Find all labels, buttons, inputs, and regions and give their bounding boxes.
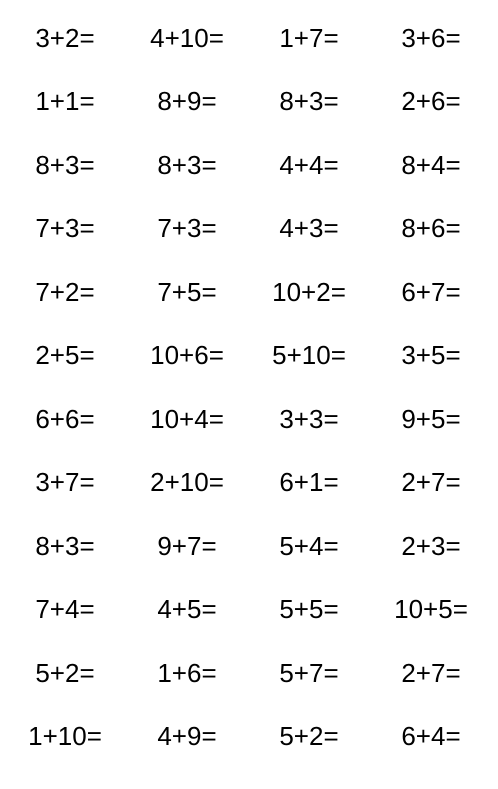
addition-problem: 10+6=	[150, 340, 224, 371]
problem-grid	[4, 6, 492, 768]
addition-problem: 1+7=	[279, 22, 339, 53]
addition-problem: 1+6=	[157, 657, 217, 688]
addition-problem: 2+5=	[35, 340, 95, 371]
addition-problem: 10+5=	[394, 594, 468, 625]
addition-problem: 2+3=	[401, 530, 461, 561]
addition-problem: 8+6=	[401, 213, 461, 244]
addition-problem: 3+6=	[401, 22, 461, 53]
addition-problem: 5+5=	[279, 594, 339, 625]
addition-problem: 8+3=	[35, 149, 95, 180]
addition-problem: 6+6=	[35, 403, 95, 434]
addition-problem: 3+5=	[401, 340, 461, 371]
addition-problem: 8+3=	[157, 149, 217, 180]
addition-problem: 8+3=	[279, 86, 339, 117]
addition-problem: 6+7=	[401, 276, 461, 307]
addition-problem: 5+7=	[279, 657, 339, 688]
addition-problem: 3+3=	[279, 403, 339, 434]
addition-problem: 4+4=	[279, 149, 339, 180]
addition-problem: 5+10=	[272, 340, 346, 371]
addition-problem: 7+4=	[35, 594, 95, 625]
addition-problem: 2+10=	[150, 467, 224, 498]
addition-problem: 2+6=	[401, 86, 461, 117]
addition-problem: 5+2=	[279, 721, 339, 752]
addition-problem: 2+7=	[401, 467, 461, 498]
addition-problem: 8+9=	[157, 86, 217, 117]
addition-problem: 8+4=	[401, 149, 461, 180]
addition-problem: 5+4=	[279, 530, 339, 561]
addition-problem: 8+3=	[35, 530, 95, 561]
addition-problem: 6+4=	[401, 721, 461, 752]
addition-problem: 9+5=	[401, 403, 461, 434]
addition-problem: 6+1=	[279, 467, 339, 498]
addition-problem: 2+7=	[401, 657, 461, 688]
addition-problem: 7+2=	[35, 276, 95, 307]
addition-problem: 3+7=	[35, 467, 95, 498]
addition-problem: 4+9=	[157, 721, 217, 752]
addition-problem: 4+3=	[279, 213, 339, 244]
addition-problem: 5+2=	[35, 657, 95, 688]
addition-problem: 9+7=	[157, 530, 217, 561]
addition-problem: 3+2=	[35, 22, 95, 53]
addition-problem: 1+10=	[28, 721, 102, 752]
addition-problem: 4+5=	[157, 594, 217, 625]
addition-problem: 1+1=	[35, 86, 95, 117]
addition-problem: 10+4=	[150, 403, 224, 434]
addition-problem: 10+2=	[272, 276, 346, 307]
addition-problem: 7+5=	[157, 276, 217, 307]
addition-problem: 7+3=	[157, 213, 217, 244]
addition-problem: 7+3=	[35, 213, 95, 244]
addition-problem: 4+10=	[150, 22, 224, 53]
